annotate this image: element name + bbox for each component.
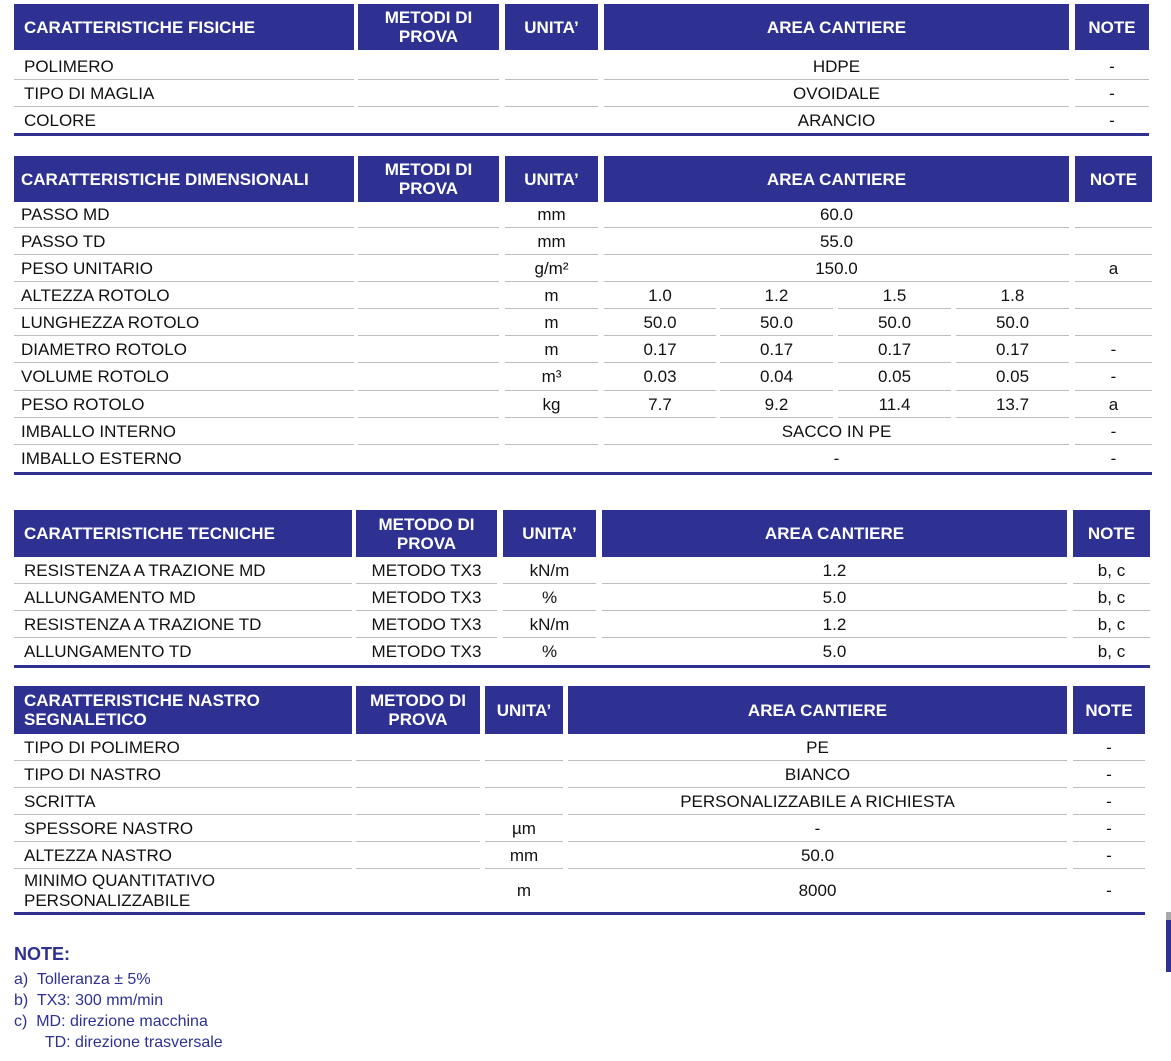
header-unita: UNITA’	[505, 156, 598, 202]
row-label: ALTEZZA NASTRO	[14, 843, 352, 869]
row-unit	[485, 762, 563, 788]
row-method	[358, 446, 499, 472]
row-label: ALTEZZA ROTOLO	[14, 283, 354, 309]
header-caratteristiche: CARATTERISTICHE NASTRO SEGNALETICO	[14, 686, 352, 734]
row-value: PE	[568, 735, 1067, 761]
row-value-4: 13.7	[956, 392, 1069, 418]
table-bottom-rule	[14, 472, 1152, 475]
row-note: b, c	[1073, 558, 1150, 584]
row-unit: m	[505, 283, 598, 309]
table-row	[14, 870, 1145, 912]
table-header	[14, 156, 1152, 202]
row-label: DIAMETRO ROTOLO	[14, 337, 354, 363]
table-row	[14, 789, 1145, 815]
row-unit: m	[516, 881, 532, 900]
row-note: -	[1073, 843, 1145, 869]
table-row	[14, 843, 1145, 869]
table-bottom-rule	[14, 665, 1150, 668]
row-label: LUNGHEZZA ROTOLO	[14, 310, 354, 336]
row-value-1: 1.0	[604, 283, 716, 309]
row-note: b, c	[1097, 642, 1126, 661]
row-value-1: 50.0	[604, 310, 716, 336]
row-method	[358, 364, 499, 391]
row-label: MINIMO QUANTITATIVO PERSONALIZZABILE	[24, 871, 216, 910]
row-note: -	[1073, 816, 1145, 842]
row-method	[358, 419, 499, 445]
row-note: -	[1110, 449, 1117, 468]
row-value: SACCO IN PE	[604, 419, 1069, 445]
row-method	[358, 54, 499, 80]
row-label: VOLUME ROTOLO	[14, 364, 354, 391]
row-label: SCRITTA	[14, 789, 352, 815]
header-caratteristiche: CARATTERISTICHE FISICHE	[14, 4, 354, 50]
row-unit: kN/m	[503, 612, 596, 638]
row-value-2: 50.0	[720, 310, 833, 336]
header-area-cantiere: AREA CANTIERE	[568, 686, 1067, 734]
table-row	[14, 558, 1150, 584]
row-note: -	[1075, 337, 1152, 363]
row-unit: mm	[505, 202, 598, 228]
row-value: 8000	[798, 881, 837, 900]
row-note: -	[1109, 110, 1115, 130]
header-unita: UNITA’	[503, 510, 596, 557]
header-area-cantiere: AREA CANTIERE	[604, 156, 1069, 202]
table-row	[14, 419, 1152, 445]
row-value-1: 0.17	[604, 337, 716, 363]
header-metodi: METODI DI PROVA	[358, 4, 499, 50]
row-label: PASSO TD	[14, 229, 354, 255]
row-value: BIANCO	[568, 762, 1067, 788]
header-note: NOTE	[1073, 686, 1145, 734]
row-value: 55.0	[604, 229, 1069, 255]
row-method	[358, 256, 499, 282]
row-method: METODO TX3	[371, 642, 482, 661]
row-method: METODO TX3	[356, 612, 497, 638]
row-note: -	[1075, 81, 1149, 107]
note-c-td: TD: direzione trasversale	[14, 1034, 223, 1051]
row-unit	[505, 419, 598, 445]
table-row	[14, 816, 1145, 842]
row-value-4: 1.8	[956, 283, 1069, 309]
row-value-3: 0.05	[838, 364, 951, 391]
row-note: b, c	[1073, 612, 1150, 638]
row-value-2: 0.04	[720, 364, 833, 391]
page-edge-mark-grey	[1166, 912, 1171, 920]
table-row	[14, 337, 1152, 363]
row-value: 5.0	[602, 585, 1067, 611]
row-value: -	[833, 449, 840, 468]
table-row	[14, 446, 1152, 472]
row-unit: µm	[485, 816, 563, 842]
row-label: IMBALLO INTERNO	[14, 419, 354, 445]
row-value-2: 0.17	[720, 337, 833, 363]
row-value: 1.2	[602, 612, 1067, 638]
row-method: METODO TX3	[356, 558, 497, 584]
header-area-cantiere: AREA CANTIERE	[602, 510, 1067, 557]
row-method	[358, 337, 499, 363]
row-method	[356, 762, 480, 788]
row-unit: %	[503, 585, 596, 611]
row-note: a	[1075, 392, 1152, 418]
row-unit: %	[541, 642, 558, 661]
table-caratteristiche-nastro	[14, 686, 1145, 917]
row-unit	[505, 54, 598, 80]
row-note	[1075, 310, 1152, 336]
row-method	[358, 202, 499, 228]
row-value-2: 1.2	[720, 283, 833, 309]
header-unita: UNITA’	[485, 686, 563, 734]
table-row	[14, 735, 1145, 761]
row-value-4: 0.17	[956, 337, 1069, 363]
row-note	[1075, 229, 1152, 255]
row-unit	[505, 81, 598, 107]
row-note: -	[1073, 762, 1145, 788]
row-value: PERSONALIZZABILE A RICHIESTA	[568, 789, 1067, 815]
table-row	[14, 54, 1149, 80]
row-label: PESO UNITARIO	[14, 256, 354, 282]
row-value: 150.0	[604, 256, 1069, 282]
header-caratteristiche: CARATTERISTICHE DIMENSIONALI	[14, 156, 354, 202]
row-unit	[485, 735, 563, 761]
row-label: TIPO DI MAGLIA	[14, 81, 354, 107]
row-value-3: 1.5	[838, 283, 951, 309]
table-row	[14, 392, 1152, 418]
header-unita: UNITA’	[505, 4, 598, 50]
header-metodo: METODO DI PROVA	[356, 510, 497, 557]
row-note: -	[1106, 881, 1112, 900]
table-header	[14, 510, 1150, 557]
row-label: RESISTENZA A TRAZIONE MD	[14, 558, 352, 584]
row-label: POLIMERO	[14, 54, 354, 80]
page-edge-mark	[1166, 912, 1171, 972]
header-metodi: METODI DI PROVA	[358, 156, 499, 202]
row-value: -	[568, 816, 1067, 842]
row-note: -	[1075, 54, 1149, 80]
row-note: -	[1075, 419, 1152, 445]
table-row	[14, 639, 1150, 665]
row-note	[1075, 202, 1152, 228]
row-unit: mm	[485, 843, 563, 869]
row-method	[358, 81, 499, 107]
row-method	[356, 789, 480, 815]
table-row	[14, 81, 1149, 107]
row-method	[356, 843, 480, 869]
row-method: METODO TX3	[356, 585, 497, 611]
row-value: 5.0	[822, 642, 847, 661]
row-value-4: 0.05	[956, 364, 1069, 391]
row-value: 1.2	[602, 558, 1067, 584]
row-value-1: 0.03	[604, 364, 716, 391]
row-method	[356, 735, 480, 761]
header-note: NOTE	[1075, 156, 1152, 202]
table-row	[14, 585, 1150, 611]
table-row	[14, 310, 1152, 336]
row-value-3: 11.4	[838, 392, 951, 418]
header-note: NOTE	[1073, 510, 1150, 557]
table-row	[14, 108, 1149, 133]
row-value-1: 7.7	[604, 392, 716, 418]
row-label: IMBALLO ESTERNO	[21, 449, 182, 468]
row-label: PESO ROTOLO	[14, 392, 354, 418]
row-method	[358, 283, 499, 309]
row-value: 60.0	[604, 202, 1069, 228]
header-metodo: METODO DI PROVA	[356, 686, 480, 734]
table-header	[14, 686, 1145, 734]
note-b: b) TX3: 300 mm/min	[14, 992, 164, 1009]
table-row	[14, 229, 1152, 255]
row-note: -	[1073, 735, 1145, 761]
header-caratteristiche: CARATTERISTICHE TECNICHE	[14, 510, 352, 557]
row-unit: kg	[505, 392, 598, 418]
notes-title: NOTE:	[14, 944, 70, 964]
row-note: -	[1073, 789, 1145, 815]
row-method	[356, 816, 480, 842]
row-note: -	[1075, 364, 1152, 391]
table-row	[14, 256, 1152, 282]
row-note: b, c	[1073, 585, 1150, 611]
row-unit	[485, 789, 563, 815]
row-label: SPESSORE NASTRO	[14, 816, 352, 842]
row-label: COLORE	[24, 110, 96, 130]
row-method	[358, 392, 499, 418]
table-row	[14, 762, 1145, 788]
row-unit	[505, 446, 598, 472]
row-value-2: 9.2	[720, 392, 833, 418]
notes-section	[14, 944, 223, 1053]
row-unit: m	[505, 337, 598, 363]
row-value: OVOIDALE	[604, 81, 1069, 107]
table-row	[14, 283, 1152, 309]
table-caratteristiche-fisiche	[14, 4, 1149, 134]
row-value: HDPE	[604, 54, 1069, 80]
table-header	[14, 4, 1149, 50]
row-method	[358, 108, 499, 133]
table-bottom-rule	[14, 912, 1145, 915]
note-c: c) MD: direzione macchina	[14, 1013, 208, 1030]
row-label: ALLUNGAMENTO TD	[24, 642, 192, 661]
note-a: a) Tolleranza ± 5%	[14, 971, 151, 988]
row-label: PASSO MD	[14, 202, 354, 228]
header-area-cantiere: AREA CANTIERE	[604, 4, 1069, 50]
row-unit: m	[505, 310, 598, 336]
table-caratteristiche-tecniche	[14, 510, 1150, 668]
table-row	[14, 202, 1152, 228]
row-method	[358, 310, 499, 336]
row-unit: kN/m	[503, 558, 596, 584]
table-caratteristiche-dimensionali	[14, 156, 1152, 476]
table-row	[14, 612, 1150, 638]
row-label: TIPO DI POLIMERO	[14, 735, 352, 761]
row-value-3: 0.17	[838, 337, 951, 363]
row-unit	[505, 108, 598, 133]
row-value-4: 50.0	[956, 310, 1069, 336]
row-note: a	[1075, 256, 1152, 282]
row-value: ARANCIO	[797, 110, 876, 130]
table-row	[14, 364, 1152, 391]
header-note: NOTE	[1075, 4, 1149, 50]
row-unit: m³	[505, 364, 598, 391]
row-label: ALLUNGAMENTO MD	[14, 585, 352, 611]
row-value-3: 50.0	[838, 310, 951, 336]
row-note	[1075, 283, 1152, 309]
row-label: RESISTENZA A TRAZIONE TD	[14, 612, 352, 638]
row-method	[358, 229, 499, 255]
table-bottom-rule	[14, 133, 1149, 136]
row-label: TIPO DI NASTRO	[14, 762, 352, 788]
row-method	[356, 870, 480, 912]
row-unit: g/m²	[505, 256, 598, 282]
row-unit: mm	[505, 229, 598, 255]
row-value: 50.0	[568, 843, 1067, 869]
